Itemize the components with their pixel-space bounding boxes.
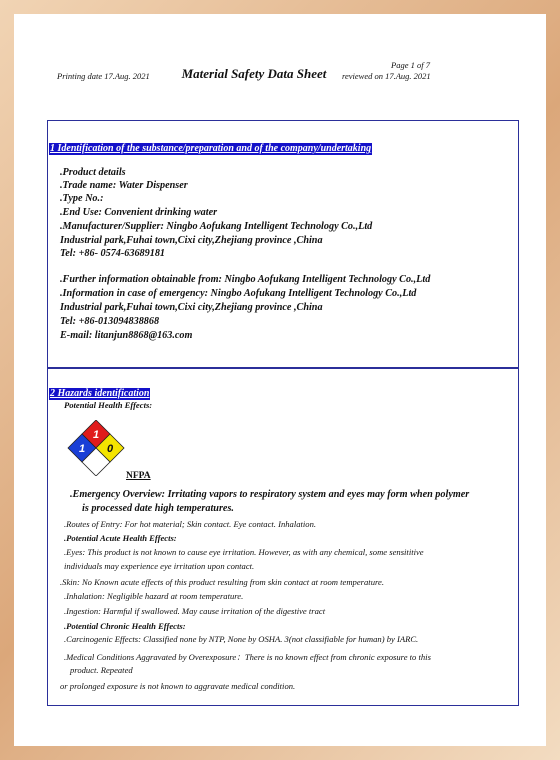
- emergency-overview: .Emergency Overview: Irritating vapors to respiratory system and eyes may form when polymer: [70, 489, 470, 500]
- further-info: .Further information obtainable from: Ningbo Aofukang Intelligent Technology Co.,Ltd: [60, 274, 431, 285]
- medical-conditions-cont: product. Repeated: [70, 665, 133, 675]
- type-no: .Type No.:: [60, 193, 104, 204]
- reviewed-date: reviewed on 17.Aug. 2021: [342, 71, 431, 81]
- manufacturer-tel: Tel: +86- 0574-63689181: [60, 248, 166, 259]
- medical-conditions: .Medical Conditions Aggravated by Overexposure：There is no known effect from chronic exposure to this: [64, 652, 431, 662]
- section-2-heading: 2 Hazards identification: [50, 388, 150, 399]
- nfpa-diamond: [64, 420, 128, 476]
- routes-of-entry: .Routes of Entry: For hot material; Skin contact. Eye contact. Inhalation.: [64, 519, 317, 529]
- nfpa-flammability-value: 1: [92, 429, 100, 441]
- emergency-info: .Information in case of emergency: Ningbo Aofukang Intelligent Technology Co.,Ltd: [60, 288, 417, 299]
- nfpa-health-value: 1: [78, 443, 86, 455]
- email: E-mail: litanjun8868@163.com: [60, 330, 193, 341]
- end-use: .End Use: Convenient drinking water: [60, 207, 218, 218]
- eyes-effects-cont: individuals may experience eye irritation upon contact.: [64, 561, 255, 571]
- page-number: Page 1 of 7: [391, 60, 430, 70]
- nfpa-label: NFPA: [126, 471, 151, 481]
- acute-effects-label: .Potential Acute Health Effects:: [64, 533, 177, 543]
- emergency-address: Industrial park,Fuhai town,Cixi city,Zhejiang province ,China: [60, 302, 323, 313]
- emergency-tel: Tel: +86-013094838868: [60, 316, 160, 327]
- ingestion-effects: .Ingestion: Harmful if swallowed. May cause irritation of the digestive tract: [64, 606, 326, 616]
- manufacturer-address: Industrial park,Fuhai town,Cixi city,Zhejiang province ,China: [60, 235, 323, 246]
- potential-health-effects: Potential Health Effects:: [64, 400, 153, 410]
- eyes-effects: .Eyes: This product is not known to cause eye irritation. However, as with any chemical, some sensititive: [64, 547, 424, 557]
- inhalation-effects: .Inhalation: Negligible hazard at room temperature.: [64, 591, 244, 601]
- product-details: .Product details: [60, 167, 126, 178]
- chronic-effects-label: .Potential Chronic Health Effects:: [64, 621, 186, 631]
- prolonged-exposure: or prolonged exposure is not known to aggravate medical condition.: [60, 681, 296, 691]
- skin-effects: .Skin: No Known acute effects of this product resulting from skin contact at room temperature.: [60, 577, 384, 587]
- emergency-overview-cont: is processed date high temperatures.: [82, 503, 234, 514]
- printing-date: Printing date 17.Aug. 2021: [57, 71, 150, 81]
- section-1-heading: 1 Identification of the substance/preparation and of the company/undertaking: [50, 143, 372, 154]
- trade-name: .Trade name: Water Dispenser: [60, 180, 188, 191]
- carcinogenic-effects: .Carcinogenic Effects: Classified none by NTP, None by OSHA. 3(not classifiable for human) by IARC.: [64, 634, 419, 644]
- nfpa-instability-value: 0: [106, 443, 114, 455]
- manufacturer: .Manufacturer/Supplier: Ningbo Aofukang Intelligent Technology Co.,Ltd: [60, 221, 373, 232]
- document-title: Material Safety Data Sheet: [181, 66, 327, 81]
